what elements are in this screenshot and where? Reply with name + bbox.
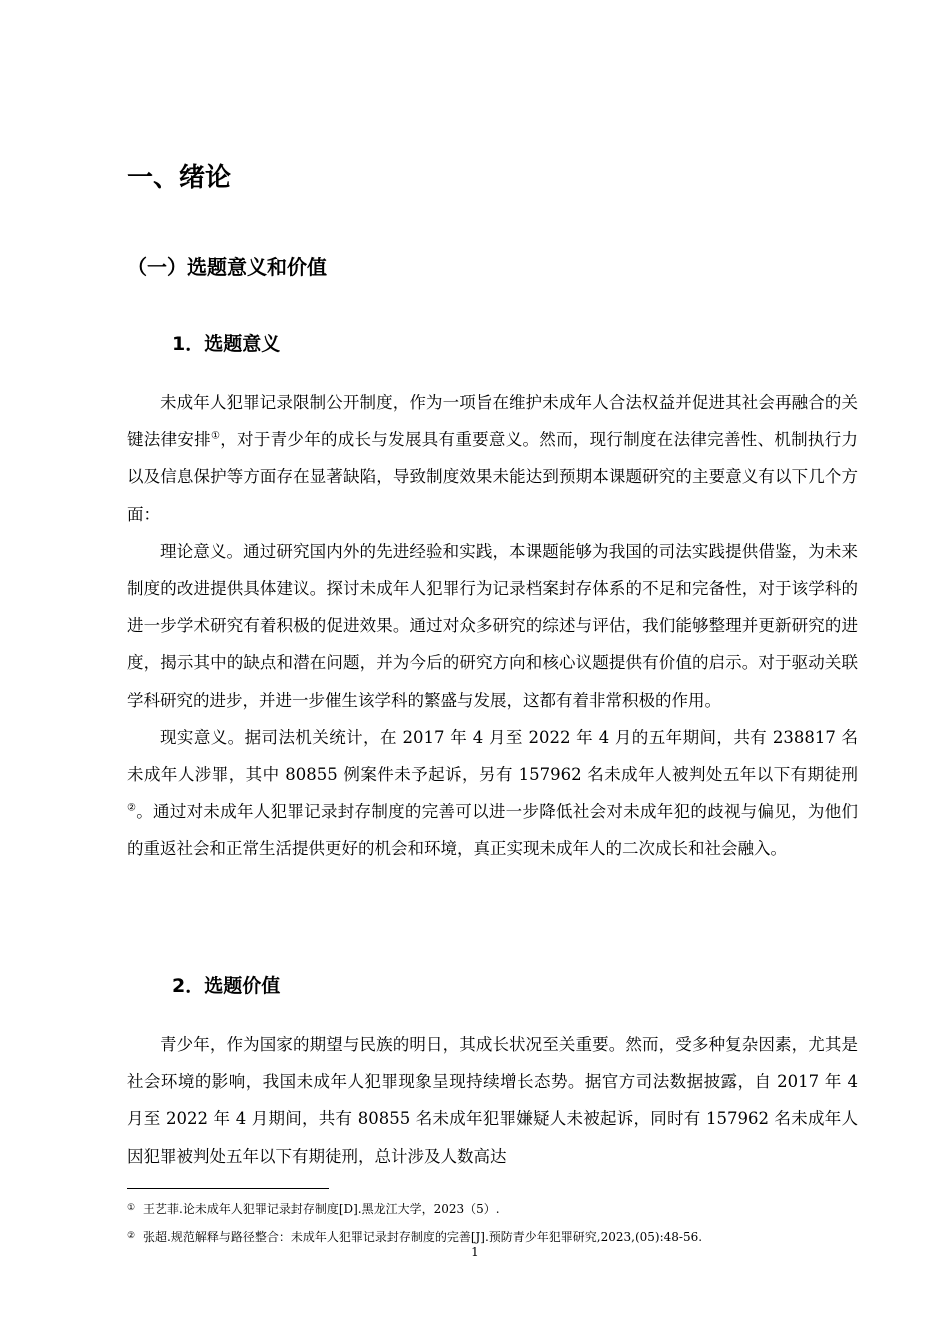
paragraph-text: 未成年人犯罪记录限制公开制度，作为一项旨在维护未成年人合法权益并促进其社会再融合的关键法律安排 — [127, 393, 858, 450]
footnote-separator — [127, 1188, 329, 1189]
paragraph-text: 理论意义。通过研究国内外的先进经验和实践，本课题能够为我国的司法实践提供借鉴，为未来制度的改进提供具体建议。探讨未成年人犯罪行为记录档案封存体系的不足和完备性，对于该学科的进一步学术研究有着积极的促进效果。通过对众多研究的综述与评估，我们能够整理并更新研究的进度，揭示其中的缺点和潜在问题，并为今后的研究方向和核心议题提供有价值的启示。对于驱动关联学科研究的进步，并进一步催生该学科的繁盛与发展，这都有着非常积极的作用。 — [127, 541, 858, 710]
body-paragraph — [127, 1026, 858, 1175]
footnote-ref[interactable]: ① — [210, 430, 221, 442]
body-paragraph — [127, 719, 858, 868]
section-heading: （一）选题意义和价值 — [127, 255, 327, 279]
body-paragraph — [127, 533, 858, 719]
chapter-heading: 一、绪论 — [127, 163, 232, 193]
footnote-mark: ② — [127, 1231, 136, 1241]
footnote-mark: ① — [127, 1203, 136, 1213]
footnote-ref[interactable]: ② — [127, 802, 137, 814]
page-number: 1 — [471, 1245, 479, 1259]
footnote — [127, 1199, 867, 1218]
footnote-text: 王艺菲.论未成年人犯罪记录封存制度[D].黑龙江大学，2023（5）. — [143, 1202, 500, 1216]
footnote-text: 张超.规范解释与路径整合：未成年人犯罪记录封存制度的完善[J].预防青少年犯罪研究,2023,(05):48-56. — [143, 1230, 703, 1244]
paragraph-text: 青少年，作为国家的期望与民族的明日，其成长状况至关重要。然而，受多种复杂因素，尤其是社会环境的影响，我国未成年人犯罪现象呈现持续增长态势。据官方司法数据披露，自 2017 年 4 月至 2022 年 4 月期间，共有 80855 名未成年犯罪嫌疑人未被起诉，同时有 157962 名未成年人因犯罪被判处五年以下有期徒刑，总计涉及人数高达 — [127, 1035, 858, 1166]
subsection-heading-value: 2．选题价值 — [172, 975, 281, 997]
body-paragraph — [127, 384, 858, 533]
paragraph-text: 现实意义。据司法机关统计，在 2017 年 4 月至 2022 年 4 月的五年期间，共有 238817 名未成年人涉罪，其中 80855 例案件未予起诉，另有 157962 名未成年人被判处五年以下有期徒刑 — [127, 727, 858, 785]
subsection-heading-significance: 1．选题意义 — [172, 333, 281, 355]
value-body — [127, 1026, 858, 1175]
paragraph-text: 。通过对未成年人犯罪记录封存制度的完善可以进一步降低社会对未成年犯的歧视与偏见，为他们的重返社会和正常生活提供更好的机会和环境，真正实现未成年人的二次成长和社会融入。 — [127, 802, 859, 859]
significance-body — [127, 384, 858, 868]
paragraph-text: ，对于青少年的成长与发展具有重要意义。然而，现行制度在法律完善性、机制执行力以及信息保护等方面存在显著缺陷，导致制度效果未能达到预期本课题研究的主要意义有以下几个方面： — [127, 430, 859, 524]
